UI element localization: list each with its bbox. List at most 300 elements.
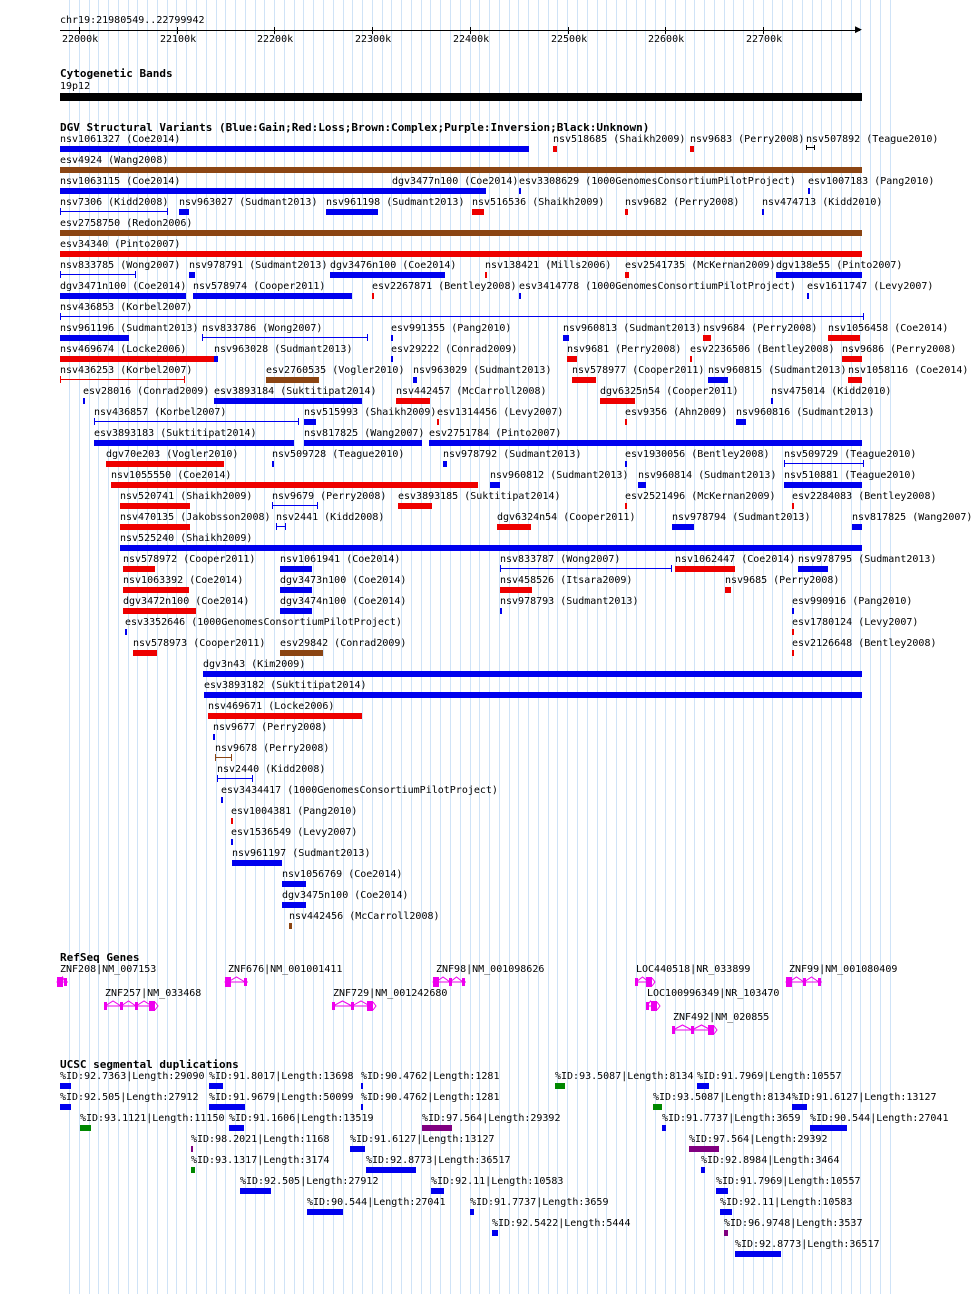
refseq-gene-label: ZNF208|NM_007153 xyxy=(60,964,157,975)
dgv-variant-bar[interactable] xyxy=(519,188,521,194)
dgv-variant-bar[interactable] xyxy=(638,482,646,488)
segdup-bar[interactable] xyxy=(555,1083,565,1089)
dgv-variant-label: nsv9683 (Perry2008) xyxy=(690,134,805,145)
dgv-variant-bar[interactable] xyxy=(490,482,500,488)
segdup-bar[interactable] xyxy=(361,1104,363,1110)
dgv-variant-label: nsv961198 (Sudmant2013) xyxy=(326,197,465,208)
segdup-bar[interactable] xyxy=(60,1083,71,1089)
refseq-gene-model[interactable] xyxy=(225,976,251,988)
grid-line xyxy=(636,0,637,1294)
dgv-variant-label: nsv515993 (Shaikh2009) xyxy=(304,407,437,418)
dgv-variant-bar[interactable] xyxy=(106,461,224,467)
dgv-variant-bar[interactable] xyxy=(203,671,862,677)
dgv-variant-label: nsv963029 (Sudmant2013) xyxy=(413,365,552,376)
dgv-variant-label: esv3893185 (Suktitipat2014) xyxy=(398,491,561,502)
dgv-variant-label: nsv961196 (Sudmant2013) xyxy=(60,323,199,334)
dgv-variant-bar[interactable] xyxy=(572,377,596,383)
dgv-variant-bar[interactable] xyxy=(304,419,316,425)
dgv-variant-label: esv34340 (Pinto2007) xyxy=(60,239,181,250)
dgv-variant-label: nsv1062447 (Coe2014) xyxy=(675,554,796,565)
dgv-variant-bar[interactable] xyxy=(413,377,417,383)
dgv-variant-label: nsv475014 (Kidd2010) xyxy=(771,386,892,397)
ruler-tick-label: 22400k xyxy=(453,34,490,45)
dgv-variant-label: esv2267871 (Bentley2008) xyxy=(372,281,517,292)
dgv-variant-bar[interactable] xyxy=(675,566,735,572)
dgv-variant-label: nsv578972 (Cooper2011) xyxy=(123,554,256,565)
segdup-label: %ID:91.1606|Length:13519 xyxy=(229,1113,374,1124)
dgv-variant-bar[interactable] xyxy=(60,167,862,173)
dgv-variant-bar[interactable] xyxy=(625,419,627,425)
dgv-variant-bar[interactable] xyxy=(120,524,190,530)
refseq-gene-label: LOC100996349|NR_103470 xyxy=(647,988,780,999)
dgv-variant-label: nsv978795 (Sudmant2013) xyxy=(798,554,937,565)
segdup-bar[interactable] xyxy=(209,1083,223,1089)
dgv-variant-bar[interactable] xyxy=(125,629,127,635)
ruler-tick xyxy=(274,27,275,34)
dgv-variant-label: dgv6325n54 (Cooper2011) xyxy=(600,386,739,397)
dgv-variant-label: nsv138421 (Mills2006) xyxy=(485,260,612,271)
dgv-variant-label: esv3893184 (Suktitipat2014) xyxy=(214,386,377,397)
refseq-gene-model[interactable] xyxy=(670,1024,717,1036)
segdup-bar[interactable] xyxy=(191,1167,195,1173)
segdup-bar[interactable] xyxy=(724,1230,728,1236)
segdup-label: %ID:91.9679|Length:50099 xyxy=(209,1092,354,1103)
dgv-variant-bar[interactable] xyxy=(202,337,368,338)
dgv-variant-bar[interactable] xyxy=(231,839,233,845)
segdup-label: %ID:90.544|Length:27041 xyxy=(810,1113,949,1124)
dgv-variant-bar[interactable] xyxy=(94,440,294,446)
segdup-bar[interactable] xyxy=(422,1125,452,1131)
dgv-variant-bar[interactable] xyxy=(703,335,711,341)
ruler-tick xyxy=(177,27,178,34)
grid-line xyxy=(528,0,529,1294)
segdup-bar[interactable] xyxy=(307,1209,343,1215)
dgv-variant-label: nsv960815 (Sudmant2013) xyxy=(708,365,847,376)
dgv-variant-bar[interactable] xyxy=(280,587,312,593)
ruler-tick xyxy=(470,27,471,34)
dgv-variant-bar[interactable] xyxy=(133,650,157,656)
dgv-variant-bar[interactable] xyxy=(266,377,319,383)
dgv-variant-bar[interactable] xyxy=(60,211,168,212)
dgv-variant-bar[interactable] xyxy=(625,209,628,215)
dgv-variant-bar[interactable] xyxy=(60,230,862,236)
dgv-variant-label: nsv1056458 (Coe2014) xyxy=(828,323,949,334)
grid-line xyxy=(606,0,607,1294)
dgv-variant-bar[interactable] xyxy=(500,608,502,614)
dgv-variant-bar[interactable] xyxy=(391,356,393,362)
dgv-variant-bar[interactable] xyxy=(500,587,532,593)
dgv-variant-bar[interactable] xyxy=(330,272,445,278)
dgv-variant-label: esv3352646 (1000GenomesConsortiumPilotProject) xyxy=(125,617,402,628)
cytoband-label: 19p12 xyxy=(60,81,91,92)
refseq-gene-model[interactable] xyxy=(633,976,655,988)
dgv-variant-label: nsv978791 (Sudmant2013) xyxy=(189,260,328,271)
segdup-label: %ID:91.7969|Length:10557 xyxy=(697,1071,842,1082)
segdup-label: %ID:90.544|Length:27041 xyxy=(307,1197,446,1208)
dgv-variant-label: dgv3475n100 (Coe2014) xyxy=(282,890,409,901)
dgv-variant-label: esv2751784 (Pinto2007) xyxy=(429,428,562,439)
dgv-variant-bar[interactable] xyxy=(213,734,215,740)
grid-line xyxy=(557,0,558,1294)
dgv-variant-bar[interactable] xyxy=(217,778,253,779)
ruler-tick-label: 22200k xyxy=(257,34,294,45)
dgv-variant-bar[interactable] xyxy=(60,335,129,341)
segdup-label: %ID:97.564|Length:29392 xyxy=(422,1113,561,1124)
refseq-gene-label: ZNF492|NM_020855 xyxy=(673,1012,770,1023)
segdup-bar[interactable] xyxy=(240,1188,271,1194)
dgv-variant-bar[interactable] xyxy=(60,146,529,152)
segdup-bar[interactable] xyxy=(735,1251,781,1257)
dgv-variant-bar[interactable] xyxy=(214,398,362,404)
dgv-variant-label: nsv978793 (Sudmant2013) xyxy=(500,596,639,607)
dgv-variant-label: nsv520741 (Shaikh2009) xyxy=(120,491,253,502)
dgv-variant-label: esv3893182 (Suktitipat2014) xyxy=(204,680,367,691)
dgv-variant-label: nsv960812 (Sudmant2013) xyxy=(490,470,629,481)
dgv-variant-label: esv29842 (Conrad2009) xyxy=(280,638,407,649)
dgv-variant-label: nsv978794 (Sudmant2013) xyxy=(672,512,811,523)
dgv-variant-label: nsv963028 (Sudmant2013) xyxy=(214,344,353,355)
dgv-variant-bar[interactable] xyxy=(443,461,447,467)
segdup-bar[interactable] xyxy=(810,1125,847,1131)
segdup-label: %ID:90.4762|Length:1281 xyxy=(361,1092,500,1103)
segdup-track-title: UCSC segmental duplications xyxy=(60,1058,239,1071)
refseq-gene-model[interactable] xyxy=(644,1000,660,1012)
dgv-variant-label: esv1007183 (Pang2010) xyxy=(808,176,935,187)
dgv-variant-bar[interactable] xyxy=(391,335,393,341)
dgv-variant-bar[interactable] xyxy=(784,463,864,464)
segdup-label: %ID:92.505|Length:27912 xyxy=(60,1092,199,1103)
dgv-variant-bar[interactable] xyxy=(123,587,189,593)
ruler-position-label: chr19:21980549..22799942 xyxy=(60,15,205,26)
dgv-variant-bar[interactable] xyxy=(852,524,862,530)
refseq-gene-model[interactable] xyxy=(433,976,469,988)
dgv-variant-label: nsv833786 (Wong2007) xyxy=(202,323,323,334)
dgv-variant-label: esv1930056 (Bentley2008) xyxy=(625,449,770,460)
ruler-tick-label: 22000k xyxy=(62,34,99,45)
dgv-variant-label: nsv474713 (Kidd2010) xyxy=(762,197,883,208)
dgv-variant-label: esv991355 (Pang2010) xyxy=(391,323,512,334)
segdup-bar[interactable] xyxy=(653,1104,662,1110)
dgv-variant-bar[interactable] xyxy=(280,608,312,614)
dgv-variant-bar[interactable] xyxy=(111,482,478,488)
dgv-variant-label: nsv458526 (Itsara2009) xyxy=(500,575,633,586)
dgv-variant-bar[interactable] xyxy=(83,398,85,404)
dgv-variant-label: esv3414778 (1000GenomesConsortiumPilotProject) xyxy=(519,281,796,292)
grid-line xyxy=(645,0,646,1294)
dgv-variant-bar[interactable] xyxy=(553,146,557,152)
dgv-variant-bar[interactable] xyxy=(282,881,306,887)
segdup-bar[interactable] xyxy=(229,1125,244,1131)
refseq-gene-model[interactable] xyxy=(57,976,71,988)
segdup-label: %ID:91.7737|Length:3659 xyxy=(470,1197,609,1208)
dgv-variant-bar[interactable] xyxy=(179,209,189,215)
dgv-variant-bar[interactable] xyxy=(231,818,233,824)
dgv-variant-bar[interactable] xyxy=(94,421,299,422)
dgv-variant-bar[interactable] xyxy=(276,526,286,527)
dgv-variant-bar[interactable] xyxy=(807,293,809,299)
dgv-variant-label: nsv9679 (Perry2008) xyxy=(272,491,387,502)
dgv-variant-bar[interactable] xyxy=(600,398,635,404)
dgv-variant-label: nsv1058116 (Coe2014) xyxy=(848,365,969,376)
segdup-label: %ID:92.5422|Length:5444 xyxy=(492,1218,631,1229)
dgv-variant-label: nsv7306 (Kidd2008) xyxy=(60,197,169,208)
dgv-variant-bar[interactable] xyxy=(806,145,815,150)
segdup-bar[interactable] xyxy=(209,1104,245,1110)
segdup-label: %ID:93.1121|Length:11150 xyxy=(80,1113,225,1124)
dgv-variant-bar[interactable] xyxy=(123,566,155,572)
dgv-variant-label: nsv2440 (Kidd2008) xyxy=(217,764,326,775)
segdup-label: %ID:93.5087|Length:8134 xyxy=(555,1071,694,1082)
dgv-variant-bar[interactable] xyxy=(272,505,318,506)
segdup-bar[interactable] xyxy=(350,1146,365,1152)
dgv-variant-bar[interactable] xyxy=(429,440,862,446)
dgv-variant-bar[interactable] xyxy=(437,419,439,425)
dgv-variant-bar[interactable] xyxy=(798,566,828,572)
dgv-variant-label: nsv961197 (Sudmant2013) xyxy=(232,848,371,859)
segdup-label: %ID:93.5087|Length:8134 xyxy=(653,1092,792,1103)
dgv-variant-bar[interactable] xyxy=(567,356,577,362)
dgv-variant-bar[interactable] xyxy=(725,587,731,593)
dgv-variant-bar[interactable] xyxy=(708,377,728,383)
dgv-variant-bar[interactable] xyxy=(497,524,531,530)
dgv-variant-bar[interactable] xyxy=(776,272,862,278)
dgv-variant-label: esv1780124 (Levy2007) xyxy=(792,617,919,628)
dgv-variant-bar[interactable] xyxy=(625,503,627,509)
dgv-variant-bar[interactable] xyxy=(304,440,422,446)
dgv-variant-bar[interactable] xyxy=(690,356,692,362)
dgv-variant-label: nsv1061941 (Coe2014) xyxy=(280,554,401,565)
dgv-variant-bar[interactable] xyxy=(280,566,312,572)
ruler-tick-label: 22300k xyxy=(355,34,392,45)
segdup-label: %ID:90.4762|Length:1281 xyxy=(361,1071,500,1082)
dgv-variant-bar[interactable] xyxy=(120,545,862,551)
segdup-bar[interactable] xyxy=(716,1188,728,1194)
dgv-variant-label: esv2541735 (McKernan2009) xyxy=(625,260,776,271)
dgv-variant-label: esv2126648 (Bentley2008) xyxy=(792,638,937,649)
segdup-bar[interactable] xyxy=(60,1104,71,1110)
refseq-track-title: RefSeq Genes xyxy=(60,951,140,964)
dgv-variant-bar[interactable] xyxy=(792,629,794,635)
segdup-bar[interactable] xyxy=(361,1083,363,1089)
dgv-variant-label: esv2521496 (McKernan2009) xyxy=(625,491,776,502)
refseq-gene-model[interactable] xyxy=(786,976,825,988)
dgv-variant-bar[interactable] xyxy=(848,377,862,383)
refseq-gene-label: ZNF99|NM_001080409 xyxy=(789,964,898,975)
ruler-tick-label: 22600k xyxy=(648,34,685,45)
dgv-variant-label: nsv1056769 (Coe2014) xyxy=(282,869,403,880)
dgv-variant-label: nsv507892 (Teague2010) xyxy=(806,134,939,145)
dgv-variant-label: esv3308629 (1000GenomesConsortiumPilotProject) xyxy=(519,176,796,187)
dgv-variant-bar[interactable] xyxy=(625,272,629,278)
dgv-variant-bar[interactable] xyxy=(120,503,190,509)
segdup-label: %ID:91.7737|Length:3659 xyxy=(662,1113,801,1124)
ruler-tick-label: 22500k xyxy=(551,34,588,45)
dgv-variant-label: nsv578977 (Cooper2011) xyxy=(572,365,705,376)
refseq-gene-label: ZNF676|NM_001001411 xyxy=(228,964,343,975)
dgv-variant-label: dgv3472n100 (Coe2014) xyxy=(123,596,250,607)
dgv-variant-bar[interactable] xyxy=(280,650,323,656)
dgv-variant-bar[interactable] xyxy=(690,146,694,152)
dgv-variant-label: nsv9686 (Perry2008) xyxy=(842,344,957,355)
segdup-bar[interactable] xyxy=(492,1230,498,1236)
dgv-variant-bar[interactable] xyxy=(672,524,694,530)
dgv-variant-label: nsv469671 (Locke2006) xyxy=(208,701,335,712)
dgv-variant-bar[interactable] xyxy=(214,356,218,362)
segdup-label: %ID:93.1317|Length:3174 xyxy=(191,1155,330,1166)
dgv-variant-bar[interactable] xyxy=(282,902,306,908)
dgv-variant-label: nsv469674 (Locke2006) xyxy=(60,344,187,355)
dgv-variant-bar[interactable] xyxy=(771,398,773,404)
grid-line xyxy=(597,0,598,1294)
segdup-bar[interactable] xyxy=(697,1083,709,1089)
grid-line xyxy=(616,0,617,1294)
segdup-label: %ID:92.8773|Length:36517 xyxy=(735,1239,880,1250)
dgv-variant-label: esv29222 (Conrad2009) xyxy=(391,344,518,355)
dgv-variant-label: nsv960816 (Sudmant2013) xyxy=(736,407,875,418)
refseq-gene-model[interactable] xyxy=(330,1000,376,1012)
dgv-variant-label: nsv442457 (McCarroll2008) xyxy=(396,386,547,397)
dgv-variant-label: esv1536549 (Levy2007) xyxy=(231,827,358,838)
segdup-bar[interactable] xyxy=(720,1209,732,1215)
dgv-variant-bar[interactable] xyxy=(372,293,374,299)
dgv-variant-bar[interactable] xyxy=(485,272,487,278)
dgv-variant-label: nsv470135 (Jakobsson2008) xyxy=(120,512,271,523)
dgv-variant-label: esv4924 (Wang2008) xyxy=(60,155,169,166)
dgv-variant-label: nsv963027 (Sudmant2013) xyxy=(179,197,318,208)
segdup-label: %ID:97.564|Length:29392 xyxy=(689,1134,828,1145)
dgv-variant-bar[interactable] xyxy=(808,188,810,194)
ruler-tick xyxy=(372,27,373,34)
dgv-variant-label: nsv833785 (Wong2007) xyxy=(60,260,181,271)
segdup-bar[interactable] xyxy=(470,1209,474,1215)
segdup-bar[interactable] xyxy=(431,1188,444,1194)
dgv-track-title: DGV Structural Variants (Blue:Gain;Red:Loss;Brown:Complex;Purple:Inversion;Black:Unknown) xyxy=(60,121,650,134)
grid-line xyxy=(587,0,588,1294)
dgv-variant-bar[interactable] xyxy=(792,608,794,614)
refseq-gene-label: LOC440518|NR_033899 xyxy=(636,964,751,975)
dgv-variant-bar[interactable] xyxy=(204,692,862,698)
dgv-variant-label: esv1611747 (Levy2007) xyxy=(807,281,934,292)
dgv-variant-label: dgv70e203 (Vogler2010) xyxy=(106,449,239,460)
dgv-variant-label: esv990916 (Pang2010) xyxy=(792,596,913,607)
segdup-bar[interactable] xyxy=(662,1125,666,1131)
dgv-variant-bar[interactable] xyxy=(625,461,627,467)
dgv-variant-label: nsv525240 (Shaikh2009) xyxy=(120,533,253,544)
dgv-variant-bar[interactable] xyxy=(396,398,430,404)
dgv-variant-bar[interactable] xyxy=(60,356,214,362)
dgv-variant-bar[interactable] xyxy=(60,251,862,257)
dgv-variant-bar[interactable] xyxy=(326,209,378,215)
dgv-variant-label: nsv9681 (Perry2008) xyxy=(567,344,682,355)
dgv-variant-label: esv2284083 (Bentley2008) xyxy=(792,491,937,502)
refseq-gene-label: ZNF98|NM_001098626 xyxy=(436,964,545,975)
dgv-variant-bar[interactable] xyxy=(208,713,362,719)
cytoband-track-title: Cytogenetic Bands xyxy=(60,67,173,80)
ruler-tick-label: 22700k xyxy=(746,34,783,45)
dgv-variant-bar[interactable] xyxy=(215,757,232,758)
dgv-variant-label: nsv509729 (Teague2010) xyxy=(784,449,917,460)
segdup-label: %ID:92.8773|Length:36517 xyxy=(366,1155,511,1166)
segdup-label: %ID:92.505|Length:27912 xyxy=(240,1176,379,1187)
dgv-variant-label: dgv138e55 (Pinto2007) xyxy=(776,260,903,271)
dgv-variant-label: dgv3n43 (Kim2009) xyxy=(203,659,306,670)
dgv-variant-bar[interactable] xyxy=(842,356,862,362)
dgv-variant-bar[interactable] xyxy=(563,335,569,341)
segdup-label: %ID:92.7363|Length:29090 xyxy=(60,1071,205,1082)
dgv-variant-label: nsv817825 (Wang2007) xyxy=(852,512,972,523)
dgv-variant-bar[interactable] xyxy=(472,209,484,215)
segdup-bar[interactable] xyxy=(366,1167,416,1173)
dgv-variant-bar[interactable] xyxy=(519,293,521,299)
dgv-variant-label: nsv516536 (Shaikh2009) xyxy=(472,197,605,208)
dgv-variant-bar[interactable] xyxy=(289,923,292,929)
dgv-variant-bar[interactable] xyxy=(392,188,486,194)
ruler-tick xyxy=(763,27,764,34)
dgv-variant-label: nsv436253 (Korbel2007) xyxy=(60,365,193,376)
dgv-variant-bar[interactable] xyxy=(123,608,196,614)
ruler-axis xyxy=(60,30,860,31)
segdup-label: %ID:92.11|Length:10583 xyxy=(720,1197,853,1208)
dgv-variant-bar[interactable] xyxy=(736,419,746,425)
dgv-variant-bar[interactable] xyxy=(828,335,860,341)
dgv-variant-bar[interactable] xyxy=(762,209,764,215)
dgv-variant-bar[interactable] xyxy=(232,860,282,866)
dgv-variant-bar[interactable] xyxy=(60,316,864,317)
segdup-bar[interactable] xyxy=(792,1104,807,1110)
dgv-variant-label: esv1314456 (Levy2007) xyxy=(437,407,564,418)
dgv-variant-bar[interactable] xyxy=(193,293,352,299)
grid-line xyxy=(626,0,627,1294)
dgv-variant-label: nsv442456 (McCarroll2008) xyxy=(289,911,440,922)
segdup-bar[interactable] xyxy=(689,1146,719,1152)
dgv-variant-label: dgv3476n100 (Coe2014) xyxy=(330,260,457,271)
dgv-variant-bar[interactable] xyxy=(792,650,794,656)
dgv-variant-bar[interactable] xyxy=(784,482,862,488)
dgv-variant-label: nsv9685 (Perry2008) xyxy=(725,575,840,586)
ruler-tick-label: 22100k xyxy=(160,34,197,45)
refseq-gene-model[interactable] xyxy=(102,1000,158,1012)
dgv-variant-label: nsv978792 (Sudmant2013) xyxy=(443,449,582,460)
dgv-variant-bar[interactable] xyxy=(60,293,186,299)
grid-line xyxy=(577,0,578,1294)
grid-line xyxy=(538,0,539,1294)
dgv-variant-bar[interactable] xyxy=(60,274,136,275)
dgv-variant-bar[interactable] xyxy=(792,503,794,509)
dgv-variant-label: nsv578974 (Cooper2011) xyxy=(193,281,326,292)
segdup-bar[interactable] xyxy=(701,1167,705,1173)
grid-line xyxy=(567,0,568,1294)
cytoband-bar[interactable] xyxy=(60,93,862,101)
dgv-variant-bar[interactable] xyxy=(500,568,672,569)
dgv-variant-bar[interactable] xyxy=(60,379,185,380)
dgv-variant-label: nsv1061327 (Coe2014) xyxy=(60,134,181,145)
dgv-variant-label: nsv9677 (Perry2008) xyxy=(213,722,328,733)
dgv-variant-label: dgv3474n100 (Coe2014) xyxy=(280,596,407,607)
dgv-variant-label: nsv960813 (Sudmant2013) xyxy=(563,323,702,334)
segdup-label: %ID:91.6127|Length:13127 xyxy=(792,1092,937,1103)
dgv-variant-bar[interactable] xyxy=(398,503,432,509)
segdup-bar[interactable] xyxy=(80,1125,91,1131)
segdup-label: %ID:91.7969|Length:10557 xyxy=(716,1176,861,1187)
dgv-variant-bar[interactable] xyxy=(221,797,223,803)
dgv-variant-label: dgv3477n100 (Coe2014) xyxy=(392,176,519,187)
dgv-variant-bar[interactable] xyxy=(189,272,195,278)
segdup-bar[interactable] xyxy=(191,1146,193,1152)
dgv-variant-label: nsv833787 (Wong2007) xyxy=(500,554,621,565)
dgv-variant-label: dgv3473n100 (Coe2014) xyxy=(280,575,407,586)
dgv-variant-bar[interactable] xyxy=(272,461,274,467)
dgv-variant-label: nsv436853 (Korbel2007) xyxy=(60,302,193,313)
